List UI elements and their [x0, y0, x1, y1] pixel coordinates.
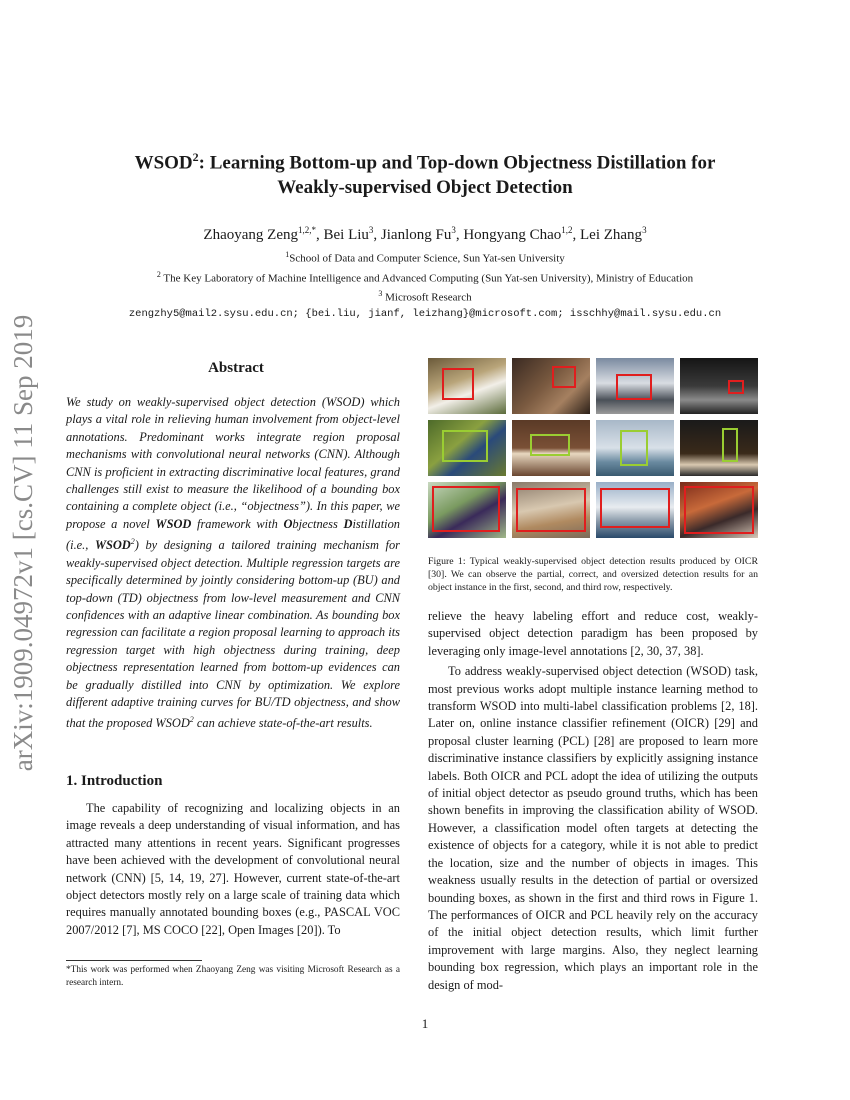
detection-box-partial	[616, 374, 652, 400]
abstract-run: can achieve state-of-the-art results.	[193, 716, 373, 731]
affiliation-text: School of Data and Computer Science, Sun Yat-sen University	[289, 252, 565, 265]
figure-thumbnail-swan	[428, 358, 506, 414]
author-superscript: 1,2,*	[297, 225, 316, 235]
title-line-1	[70, 145, 780, 175]
abstract-run: istillation (i.e.,	[66, 516, 400, 553]
abstract-bold: WSOD	[155, 516, 192, 531]
author-list: Zhaoyang Zeng$^{1,2,*}$, Bei Liu$^3$, Jianlong Fu$^3$, Hongyang Chao$^{1,2}$, Lei Zhang$^3$	[203, 225, 647, 243]
affiliation-number: 2	[156, 269, 161, 279]
detection-box-oversized	[684, 486, 754, 534]
abstract-text	[66, 394, 400, 733]
affiliation-text: Microsoft Research	[385, 291, 472, 304]
author-name: Bei Liu	[323, 227, 369, 243]
detection-box-correct	[722, 428, 738, 462]
introduction-text: The capability of recognizing and localizing objects in an image reveals a deep understanding of visual information, and has attracted many attentions in recent years. Significant progresses have been achieved with the development of convolutional neural network (CNN) [5, 14, 19, 27]. However, current state-of-the-art object detectors mostly rely on a large scale of training data which requires manually annotated bounding boxes (e.g., PASCAL VOC 2007/2012 [7], MS COCO [22], Open Images [20]). To	[66, 801, 400, 937]
author-name: Lei Zhang	[580, 227, 643, 243]
detection-box-correct	[620, 430, 648, 466]
detection-box-oversized	[516, 488, 586, 532]
abstract-bold: WSOD	[94, 538, 131, 553]
page-number: 1	[421, 1016, 429, 1031]
detection-box-correct	[442, 430, 488, 462]
affiliation-number: 1	[285, 250, 290, 259]
author-emails: zengzhy5@mail2.sysu.edu.cn; {bei.liu, jianf, leizhang}@microsoft.com; isschhy@mail.sysu.edu.cn	[128, 308, 722, 320]
figure-thumbnail-car	[596, 358, 674, 414]
footnote: *This work was performed when Zhaoyang Zeng was visiting Microsoft Research as a research intern.	[66, 965, 400, 988]
figure-1	[428, 358, 758, 544]
abstract-run: bjectness	[292, 516, 344, 531]
title-wsod: WSOD	[134, 152, 193, 174]
figure-thumbnail-bird	[428, 420, 506, 476]
abstract-run: ) by designing a tailored training mechanism for weakly-supervised object detection. Multiple regression targets are specifically determined by jointly considering bottom-up (BU) and top-down (TD) objectness from low-level measurement and CNN confidences with an adaptive linear combination. As bounding box regression can facilitate a region proposal learning to approach its regression target with high objectness during training, deep objectness representation learned from bottom-up evidences can be gradually distilled into CNN by optimization. We explore different adaptive training curves for BU/TD objectness, and show that the proposed WSOD	[66, 538, 400, 731]
author-superscript: 3	[451, 225, 456, 235]
figure-thumbnail-ship	[596, 482, 674, 538]
detection-box-partial	[442, 368, 474, 400]
author-name: Zhaoyang Zeng	[203, 227, 298, 243]
abstract-bold: O	[283, 516, 293, 531]
right-column-text	[428, 608, 758, 994]
title-superscript: 2	[192, 150, 199, 164]
figure-thumbnail-kitten	[512, 420, 590, 476]
detection-box-oversized	[600, 488, 670, 528]
footnote-divider	[66, 960, 202, 961]
arxiv-identifier: arXiv:1909.04972v1 [cs.CV] 11 Sep 2019	[8, 314, 38, 772]
figure-thumbnail-sailboat	[596, 420, 674, 476]
figure-thumbnail-bottle	[680, 420, 758, 476]
section-heading-introduction: 1. Introduction	[66, 773, 163, 789]
figure-thumbnail-cat	[512, 358, 590, 414]
abstract-run: We study on weakly-supervised object detection (WSOD) which plays a vital role in relieving human involvement from object-level annotations. Predominant works integrate region proposal mechanisms with convolutional neural networks (CNN). Although CNN is proficient in extracting discriminative local features, grand challenges still exist to measure the likelihood of a bounding box containing a complete object (i.e., “objectness”). In this paper, we propose a novel	[66, 395, 400, 531]
affiliation-text: The Key Laboratory of Machine Intelligence and Advanced Computing (Sun Yat-sen University), Ministry of Education	[163, 272, 694, 285]
author-name: Hongyang Chao	[463, 227, 562, 243]
title-rest: : Learning Bottom-up and Top-down Objectness Distillation for	[198, 152, 716, 174]
author-superscript: 1,2	[561, 225, 573, 235]
figure-thumbnail-night	[680, 358, 758, 414]
figure-thumbnail-bird-branch	[428, 482, 506, 538]
paragraph: relieve the heavy labeling effort and reduce cost, weakly-supervised object detection paradigm has been proposed by leveraging only image-level annotations [2, 30, 37, 38].	[428, 609, 758, 658]
figure-caption: Figure 1: Typical weakly-supervised object detection results produced by OICR [30]. We can observe the partial, correct, and oversized detection results for an object instance in the first, second, and third row, respectively.	[428, 556, 758, 593]
affiliation-number: 3	[378, 289, 383, 299]
author-block	[70, 225, 780, 304]
abstract-superscript: 2	[130, 537, 135, 547]
title-line-2: Weakly-supervised Object Detection	[277, 177, 573, 199]
abstract-heading: Abstract	[208, 360, 264, 376]
abstract-bold: D	[343, 516, 353, 531]
author-name: Jianlong Fu	[380, 227, 452, 243]
figure-thumbnail-sleeping-cat	[512, 482, 590, 538]
affiliation	[70, 289, 780, 304]
author-superscript: 3	[642, 225, 647, 235]
paper-title	[70, 145, 780, 200]
abstract-run: framework with	[191, 516, 284, 531]
detection-box-oversized	[432, 486, 500, 532]
detection-box-partial	[728, 380, 744, 394]
detection-box-partial	[552, 366, 576, 388]
figure-thumbnail-party	[680, 482, 758, 538]
paragraph: To address weakly-supervised object detection (WSOD) task, most previous works adopt multiple instance learning method to transform WSOD into multi-label classification problems [2, 18]. Later on, online instance classifier refinement (OICR) [29] and proposal cluster learning (PCL) [28] are proposed to learn more discriminative instance classifiers by explicitly assigning instance labels. Both OICR and PCL adopt the idea of utilizing the outputs of initial object detector as pseudo ground truths, which has been shown benefits in improving the classification ability of WSOD. However, a classification model often targets at detecting the existence of objects for a category, while it is not able to predict the location, size and the number of objects in images. This weakness usually results in the detection of partial or oversized bounding boxes, as shown in the first and third rows in Figure 1. The performances of OICR and PCL heavily rely on the accuracy of the initial object detection results, which limit further improvement with large margins. Also, they neglect learning bounding box regression, which plays an important role in the design of mod-	[428, 664, 758, 992]
affiliation	[70, 270, 780, 285]
author-superscript: 3	[368, 225, 374, 235]
detection-box-correct	[530, 434, 570, 456]
affiliation	[70, 250, 780, 265]
abstract-superscript: 2	[189, 715, 194, 725]
